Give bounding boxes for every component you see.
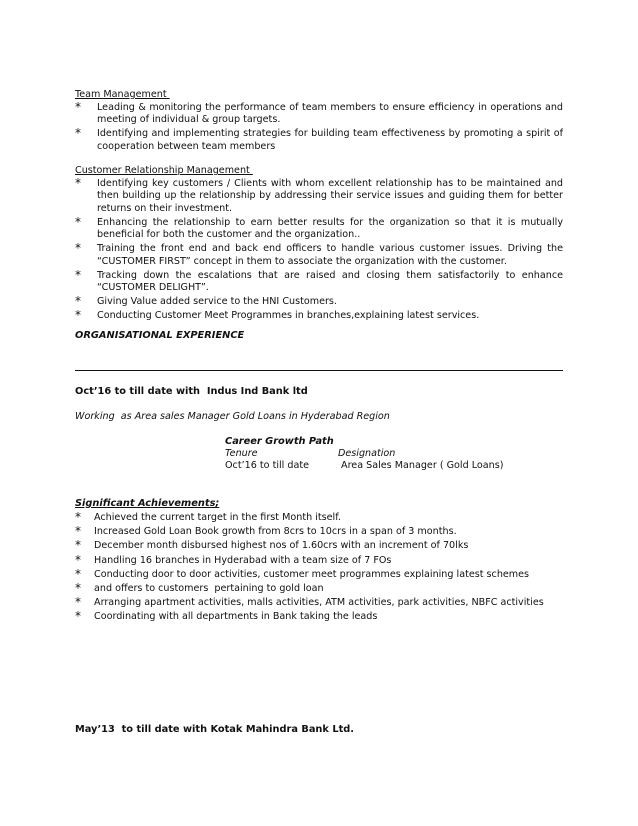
- asterisk-bullet-icon: *: [75, 294, 81, 309]
- achievement-text: Handling 16 branches in Hyderabad with a team size of 7 FOs: [94, 554, 392, 566]
- asterisk-bullet-icon: *: [75, 595, 81, 610]
- crm-list: [75, 178, 563, 324]
- job1-role: Working as Area sales Manager Gold Loans in Hyderabad Region: [75, 411, 390, 422]
- achievements-list: [75, 512, 563, 626]
- asterisk-bullet-icon: *: [75, 524, 81, 539]
- achievement-text: Achieved the current target in the first Month itself.: [94, 512, 341, 523]
- list-item: [75, 597, 563, 611]
- asterisk-bullet-icon: *: [75, 566, 81, 581]
- tenure-header: Tenure: [225, 448, 258, 459]
- team-management-title: Team Management: [75, 89, 170, 100]
- tenure-value: Oct’16 to till date: [225, 460, 310, 471]
- list-item: [75, 267, 563, 295]
- achievement-text: and offers to customers pertaining to gold loan: [94, 582, 324, 594]
- list-item: [75, 512, 563, 526]
- asterisk-bullet-icon: *: [75, 241, 81, 256]
- designation-header: Designation: [338, 448, 396, 459]
- bullet-text: Training the front end and back end officers to handle various customer issues. Driving the “CUSTOMER FIRST” concept in them to associate the organization with the customer.: [97, 243, 563, 267]
- list-item: [75, 128, 563, 153]
- bullet-text: Tracking down the escalations that are raised and closing them satisfactorily to enhance “CUSTOMER DELIGHT”.: [97, 269, 563, 294]
- asterisk-bullet-icon: *: [75, 580, 81, 595]
- list-item: [75, 552, 563, 569]
- asterisk-bullet-icon: *: [75, 126, 81, 141]
- list-item: [75, 611, 563, 625]
- asterisk-bullet-icon: *: [75, 308, 81, 323]
- crm-title: Customer Relationship Management: [75, 165, 253, 176]
- bullet-text: Enhancing the relationship to earn better results for the organization so that it is mutually beneficial for both the customer and the organization..: [97, 216, 563, 241]
- achievement-text: Arranging apartment activities, malls activities, ATM activities, park activities, NBFC activities: [94, 597, 544, 609]
- asterisk-bullet-icon: *: [75, 214, 81, 229]
- team-management-list: [75, 102, 563, 155]
- list-item: [75, 310, 563, 322]
- job2-heading: May’13 to till date with Kotak Mahindra Bank Ltd.: [75, 724, 354, 735]
- asterisk-bullet-icon: *: [75, 609, 81, 624]
- achievement-text: Conducting door to door activities, customer meet programmes explaining latest schemes: [94, 568, 530, 580]
- achievement-text: December month disbursed highest nos of 1.60crs with an increment of 70lks: [94, 540, 469, 552]
- asterisk-bullet-icon: *: [75, 267, 81, 282]
- list-item: [75, 566, 563, 583]
- achievement-text: Increased Gold Loan Book growth from 8crs to 10crs in a span of 3 months.: [94, 526, 457, 538]
- career-growth-title: Career Growth Path: [225, 436, 334, 447]
- asterisk-bullet-icon: *: [75, 552, 81, 567]
- list-item: [75, 580, 563, 597]
- list-item: [75, 214, 563, 242]
- list-item: [75, 178, 563, 215]
- job1-heading: Oct’16 to till date with Indus Ind Bank ltd: [75, 386, 308, 397]
- section-divider: [75, 370, 563, 371]
- bullet-text: Conducting Customer Meet Programmes in branches,explaining latest services.: [97, 310, 480, 322]
- asterisk-bullet-icon: *: [75, 176, 81, 190]
- list-item: [75, 540, 563, 554]
- list-item: [75, 526, 563, 540]
- bullet-text: Leading & monitoring the performance of team members to ensure efficiency in operations and meeting of individual & group targets.: [97, 102, 563, 126]
- list-item: [75, 296, 563, 308]
- asterisk-bullet-icon: *: [75, 538, 81, 553]
- bullet-text: Giving Value added service to the HNI Customers.: [97, 296, 337, 308]
- bullet-text: Identifying key customers / Clients with whom excellent relationship has to be maintained and then building up the relationship by addressing their service issues and guiding them for better returns on their investment.: [97, 178, 563, 214]
- achievement-text: Coordinating with all departments in Bank taking the leads: [94, 611, 378, 623]
- org-experience-heading: ORGANISATIONAL EXPERIENCE: [75, 330, 245, 341]
- designation-value: Area Sales Manager ( Gold Loans): [341, 460, 504, 471]
- achievements-title: Significant Achievements;: [75, 498, 220, 509]
- asterisk-bullet-icon: *: [75, 100, 81, 114]
- asterisk-bullet-icon: *: [75, 510, 81, 524]
- list-item: [75, 102, 563, 127]
- list-item: [75, 243, 563, 268]
- bullet-text: Identifying and implementing strategies for building team effectiveness by promoting a spirit of cooperation between team members: [97, 128, 563, 152]
